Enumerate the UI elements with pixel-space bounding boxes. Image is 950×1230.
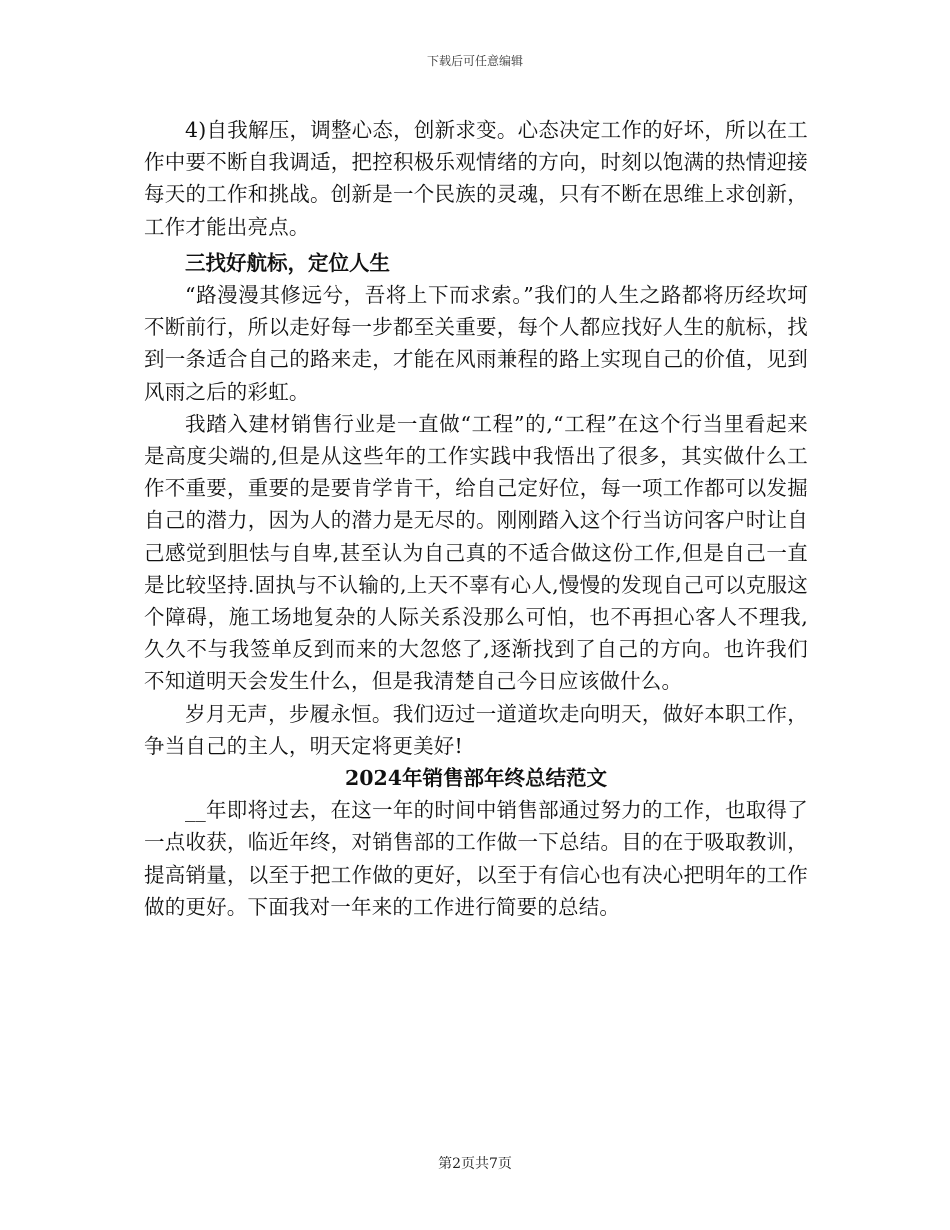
paragraph-closing: 岁月无声，步履永恒。我们迈过一道道坎走向明天，做好本职工作，争当自己的主人，明天定将更美好!: [144, 701, 808, 758]
paragraph-sales-experience: 我踏入建材销售行业是一直做“工程”的,“工程”在这个行当里看起来是高度尖端的,但是从这些年的工作实践中我悟出了很多，其实做什么工作不重要，重要的是要肯学肯干，给自己定好位，每一项工作都可以发掘自己的潜力，因为人的潜力是无尽的。刚刚踏入这个行当访问客户时让自己感觉到胆怯与自卑,甚至认为自己真的不适合做这份工作,但是自己一直是比较坚持.固执与不认输的,上天不辜有心人,慢慢的发现自己可以克服这个障碍，施工场地复杂的人际关系没那么可怕，也不再担心客人不理我,久久不与我签单反到而来的大忽悠了,逐渐找到了自己的方向。也许我们不知道明天会发生什么，但是我清楚自己今日应该做什么。: [144, 411, 808, 694]
paragraph-summary-intro: __年即将过去，在这一年的时间中销售部通过努力的工作，也取得了一点收获，临近年终，对销售部的工作做一下总结。目的在于吸取教训，提高销量，以至于把工作做的更好，以至于有信心也有决心把明年的工作做的更好。下面我对一年来的工作进行简要的总结。: [144, 798, 808, 919]
section-heading: 三找好航标，定位人生: [185, 250, 390, 275]
paragraph-life-path: “路漫漫其修远兮，吾将上下而求索。”我们的人生之路都将历经坎坷不断前行，所以走好每一步都至关重要，每个人都应找好人生的航标，找到一条适合自己的路来走，才能在风雨兼程的路上实现自己的价值，见到风雨之后的彩虹。: [144, 283, 808, 404]
page-number: 第2页共7页: [438, 1156, 512, 1172]
page-header: 下载后可任意编辑: [426, 54, 523, 68]
paragraph-self-adjustment: 4)自我解压，调整心态，创新求变。心态决定工作的好坏，所以在工作中要不断自我调适，把控积极乐观情绪的方向，时刻以饱满的热情迎接每天的工作和挑战。创新是一个民族的灵魂，只有不断在思维上求创新，工作才能出亮点。: [144, 118, 808, 239]
document-body: [144, 114, 808, 923]
document-title: 2024年销售部年终总结范文: [344, 766, 608, 791]
